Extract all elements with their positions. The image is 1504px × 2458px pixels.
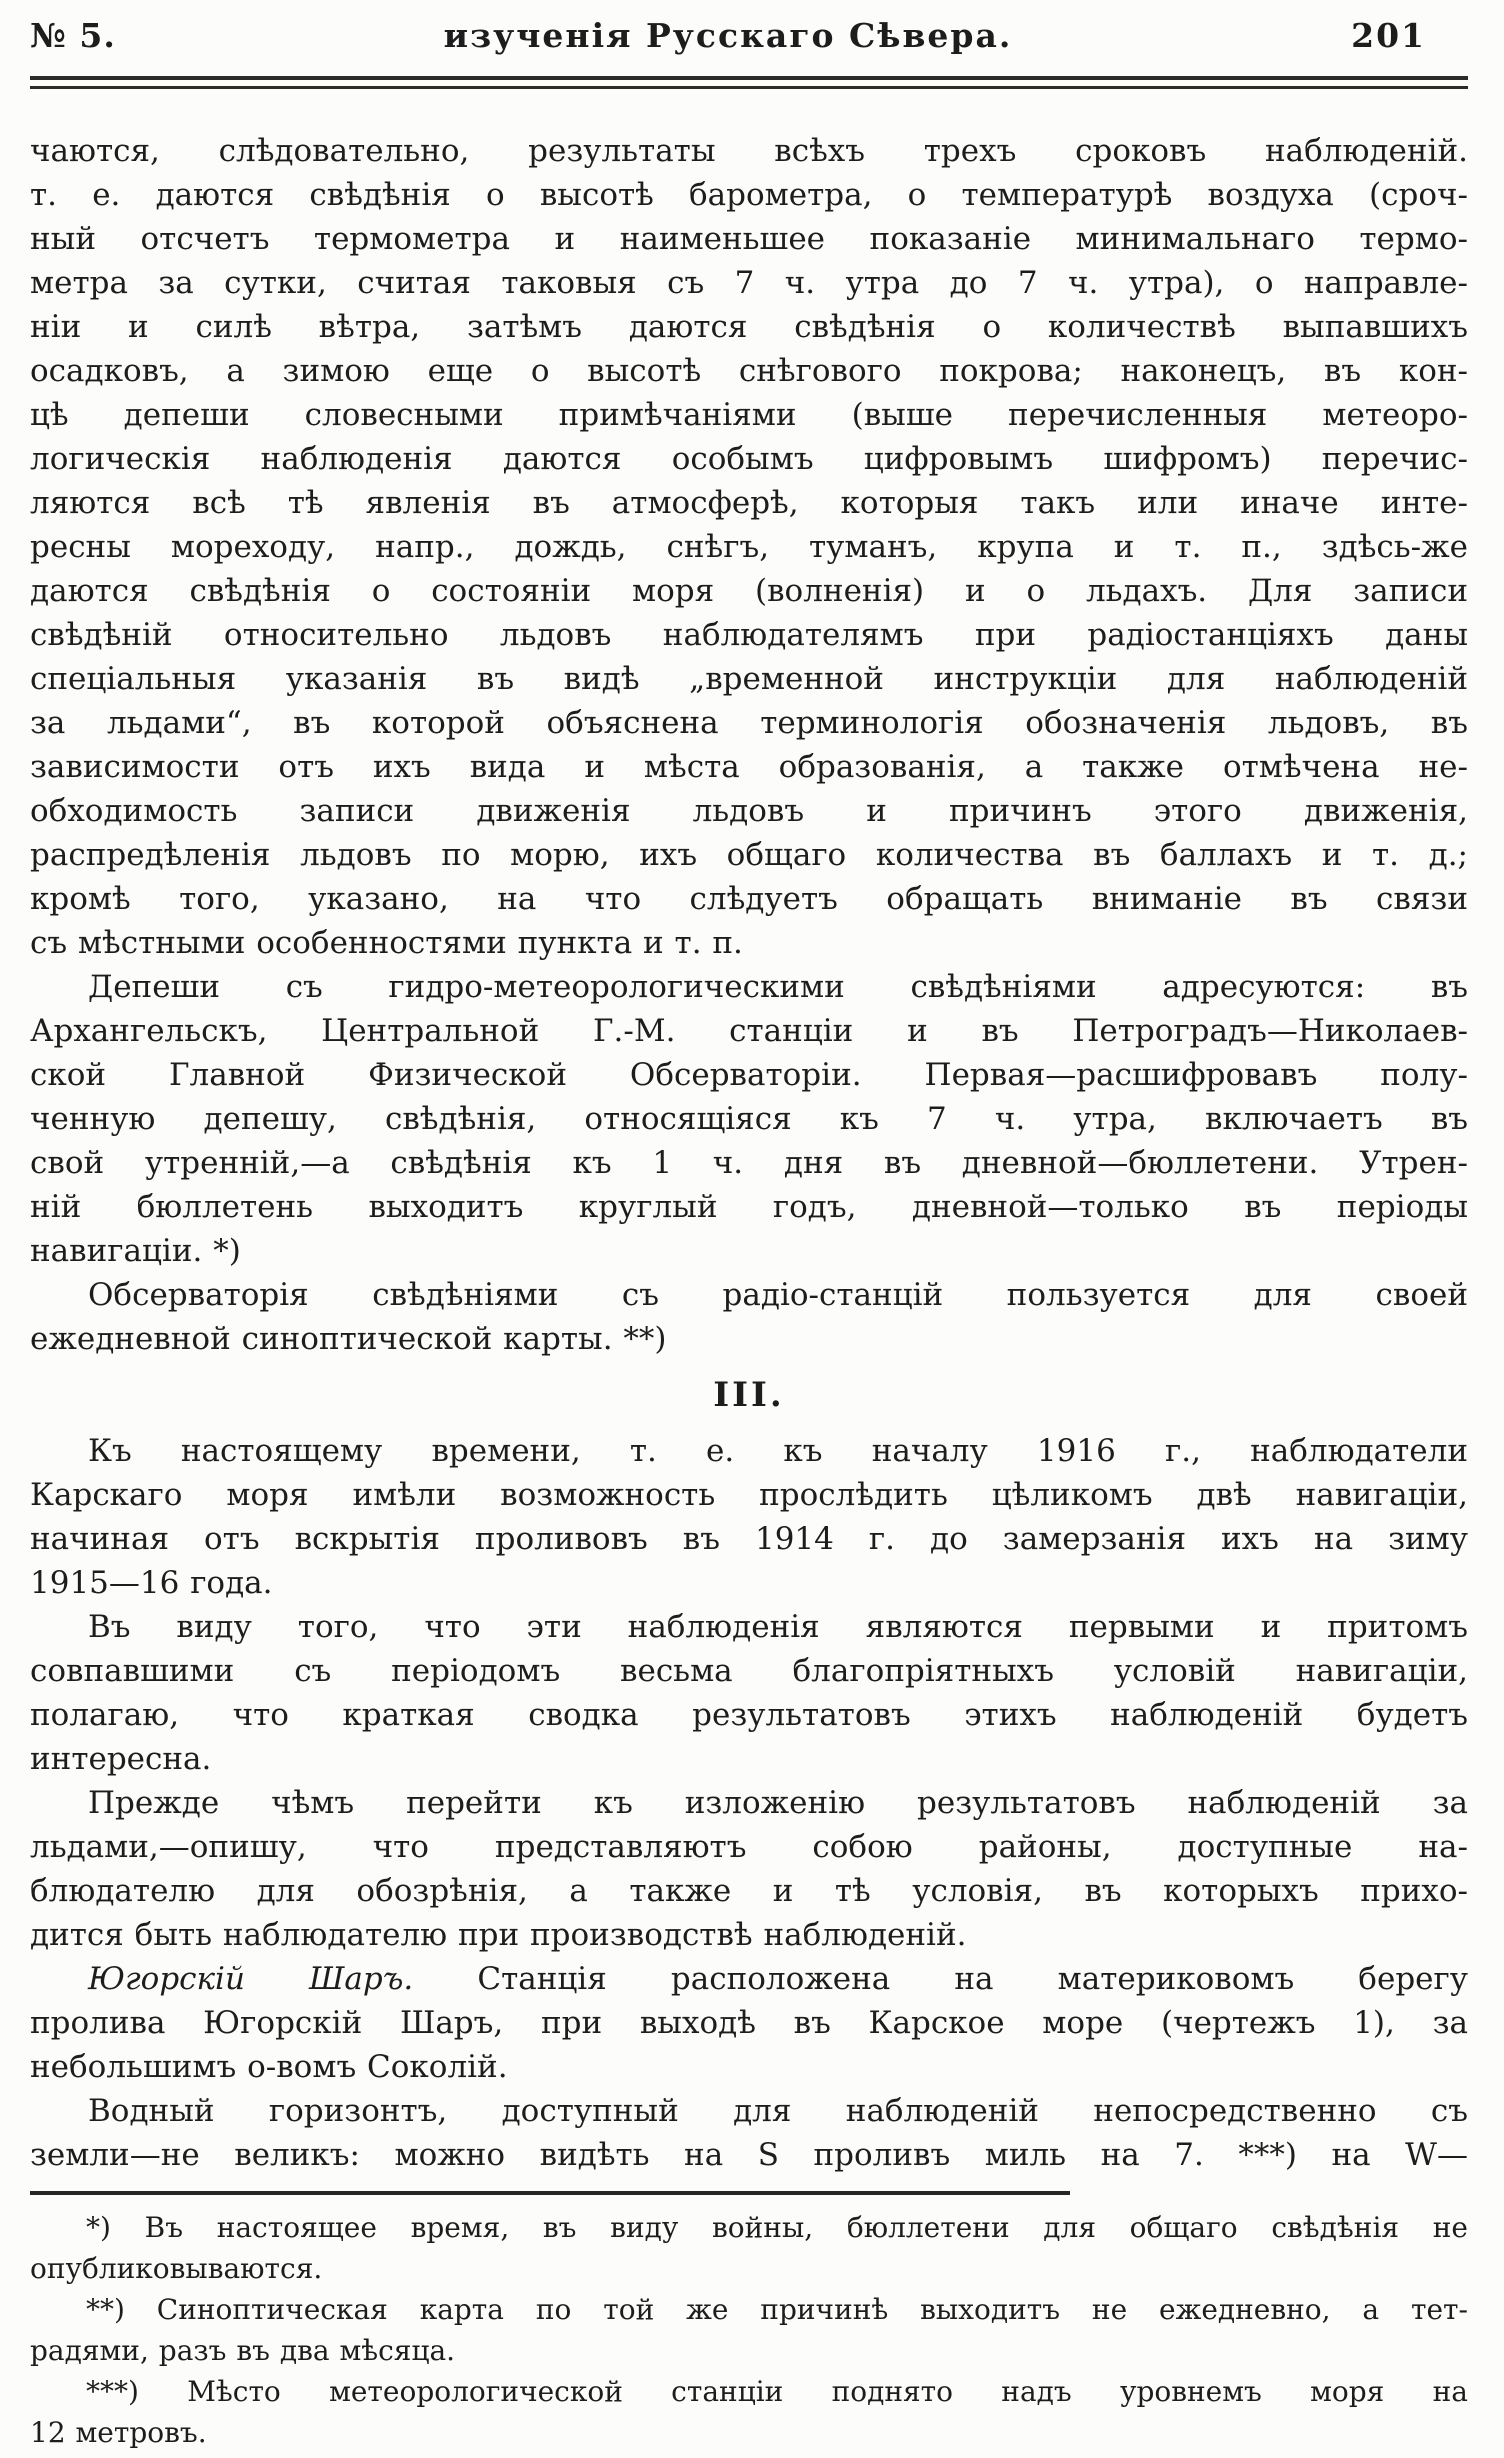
body-paragraph	[30, 1605, 1468, 1781]
text-line: осадковъ, а зимою еще о высотѣ снѣгового покрова; наконецъ, въ кон-	[30, 353, 1468, 389]
text-line: метра за сутки, считая таковыя съ 7 ч. утра до 7 ч. утра), о направле-	[30, 265, 1468, 301]
footnote-line: ***) Мѣсто метеорологической станціи поднято надъ уровнемъ моря на	[86, 2375, 1468, 2408]
text-line: небольшимъ о-вомъ Соколій.	[30, 2049, 508, 2085]
text-line: ченную депешу, свѣдѣнія, относящіяся къ 7 ч. утра, включаетъ въ	[30, 1101, 1468, 1137]
text-line: ный отсчетъ термометра и наименьшее показаніе минимальнаго термо-	[30, 221, 1468, 257]
text-line: полагаю, что краткая сводка результатовъ этихъ наблюденій будетъ	[30, 1697, 1468, 1733]
text-line: даются свѣдѣнія о состояніи моря (волненія) и о льдахъ. Для записи	[30, 573, 1468, 609]
body-paragraph	[30, 965, 1468, 1273]
text-line: навигаціи. *)	[30, 1233, 241, 1269]
text-line: чаются, слѣдовательно, результаты всѣхъ трехъ сроковъ наблюденій.	[30, 133, 1468, 169]
footnote-line: **) Синоптическая карта по той же причинѣ выходитъ не ежедневно, а тет-	[86, 2293, 1468, 2326]
body-paragraph	[30, 129, 1468, 965]
text-line: распредѣленія льдовъ по морю, ихъ общаго количества въ баллахъ и т. д.;	[30, 837, 1468, 873]
text-line: ляются всѣ тѣ явленія въ атмосферѣ, которыя такъ или иначе инте-	[30, 485, 1468, 521]
text-line: съ мѣстными особенностями пункта и т. п.	[30, 925, 743, 961]
page-number: 201	[1351, 16, 1426, 55]
text-line: Югорскій Шаръ. Станція расположена на материковомъ берегу	[88, 1961, 1468, 1997]
text-line: Въ виду того, что эти наблюденія являются первыми и притомъ	[88, 1609, 1468, 1645]
text-line: пролива Югорскій Шаръ, при выходѣ въ Карское море (чертежъ 1), за	[30, 2005, 1468, 2041]
text-line: за льдами“, въ которой объяснена терминологія обозначенія льдовъ, въ	[30, 705, 1468, 741]
text-line: Карскаго моря имѣли возможность прослѣдить цѣликомъ двѣ навигаціи,	[30, 1477, 1468, 1513]
text-line: совпавшими съ періодомъ весьма благопріятныхъ условій навигаціи,	[30, 1653, 1468, 1689]
text-line: 1915—16 года.	[30, 1565, 273, 1601]
running-head	[30, 14, 1468, 58]
text-line: Депеши съ гидро-метеорологическими свѣдѣніями адресуются: въ	[88, 969, 1468, 1005]
body-paragraph	[30, 1273, 1468, 1361]
text-line: спеціальныя указанія въ видѣ „временной инструкціи для наблюденій	[30, 661, 1468, 697]
text-line: Обсерваторія свѣдѣніями съ радіо-станцій пользуется для своей	[88, 1277, 1468, 1313]
text-line: Водный горизонтъ, доступный для наблюденій непосредственно съ	[88, 2093, 1468, 2129]
body-paragraph	[30, 1957, 1468, 2089]
section-heading: III.	[713, 1375, 785, 1415]
footnote-line: *) Въ настоящее время, въ виду войны, бюллетени для общаго свѣдѣнія не	[86, 2211, 1468, 2244]
text-line: земли—не великъ: можно видѣть на S проливъ миль на 7. ***) на W—	[30, 2137, 1468, 2173]
text-line: Прежде чѣмъ перейти къ изложенію результатовъ наблюденій за	[88, 1785, 1468, 1821]
text-line: льдами,—опишу, что представляютъ собою районы, доступные на-	[30, 1829, 1468, 1865]
text-line: свѣдѣній относительно льдовъ наблюдателямъ при радіостанціяхъ даны	[30, 617, 1468, 653]
body-paragraph	[30, 1781, 1468, 1957]
text-line: логическія наблюденія даются особымъ цифровымъ шифромъ) перечис-	[30, 441, 1468, 477]
body-paragraph	[30, 2089, 1468, 2177]
text-line: ніи и силѣ вѣтра, затѣмъ даются свѣдѣнія о количествѣ выпавшихъ	[30, 309, 1468, 345]
text-line: ской Главной Физической Обсерваторіи. Первая—расшифровавъ полу-	[30, 1057, 1468, 1093]
text-line: Къ настоящему времени, т. е. къ началу 1916 г., наблюдатели	[88, 1433, 1468, 1469]
text-line: ежедневной синоптической карты. **)	[30, 1321, 667, 1357]
text-line: кромѣ того, указано, на что слѣдуетъ обращать вниманіе въ связи	[30, 881, 1468, 917]
place-name-italic: Югорскій Шаръ.	[88, 1961, 414, 1997]
issue-number: № 5.	[30, 16, 116, 55]
footnote-line: радями, разъ въ два мѣсяца.	[30, 2334, 456, 2367]
footnote-line: опубликовываются.	[30, 2252, 323, 2285]
text-line: свой утренній,—а свѣдѣнія къ 1 ч. дня въ дневной—бюллетени. Утрен-	[30, 1145, 1468, 1181]
text-line: зависимости отъ ихъ вида и мѣста образованія, а также отмѣчена не-	[30, 749, 1468, 785]
text-line: обходимость записи движенія льдовъ и причинъ этого движенія,	[30, 793, 1468, 829]
body-paragraph	[30, 1429, 1468, 1605]
journal-title: изученія Русскаго Сѣвера.	[443, 16, 1013, 55]
text-line: Архангельскъ, Центральной Г.-М. станціи и въ Петроградъ—Николаев-	[30, 1013, 1468, 1049]
text-line: дится быть наблюдателю при производствѣ наблюденій.	[30, 1917, 967, 1953]
text-line: блюдателю для обозрѣнія, а также и тѣ условія, въ которыхъ прихо-	[30, 1873, 1468, 1909]
footnote-rule	[30, 2191, 1070, 2195]
page-body	[30, 129, 1468, 2177]
header-rule	[30, 76, 1468, 89]
text-line: ресны мореходу, напр., дождь, снѣгъ, туманъ, крупа и т. п., здѣсь-же	[30, 529, 1468, 565]
footnote-line: 12 метровъ.	[30, 2416, 207, 2449]
text-line: начиная отъ вскрытія проливовъ въ 1914 г. до замерзанія ихъ на зиму	[30, 1521, 1468, 1557]
footnotes	[30, 2207, 1468, 2453]
text-line: интересна.	[30, 1741, 212, 1777]
text-line: ній бюллетень выходитъ круглый годъ, дневной—только въ періоды	[30, 1189, 1468, 1225]
text-line: т. е. даются свѣдѣнія о высотѣ барометра, о температурѣ воздуха (сроч-	[30, 177, 1468, 213]
text-line: цѣ депеши словесными примѣчаніями (выше перечисленныя метеоро-	[30, 397, 1468, 433]
